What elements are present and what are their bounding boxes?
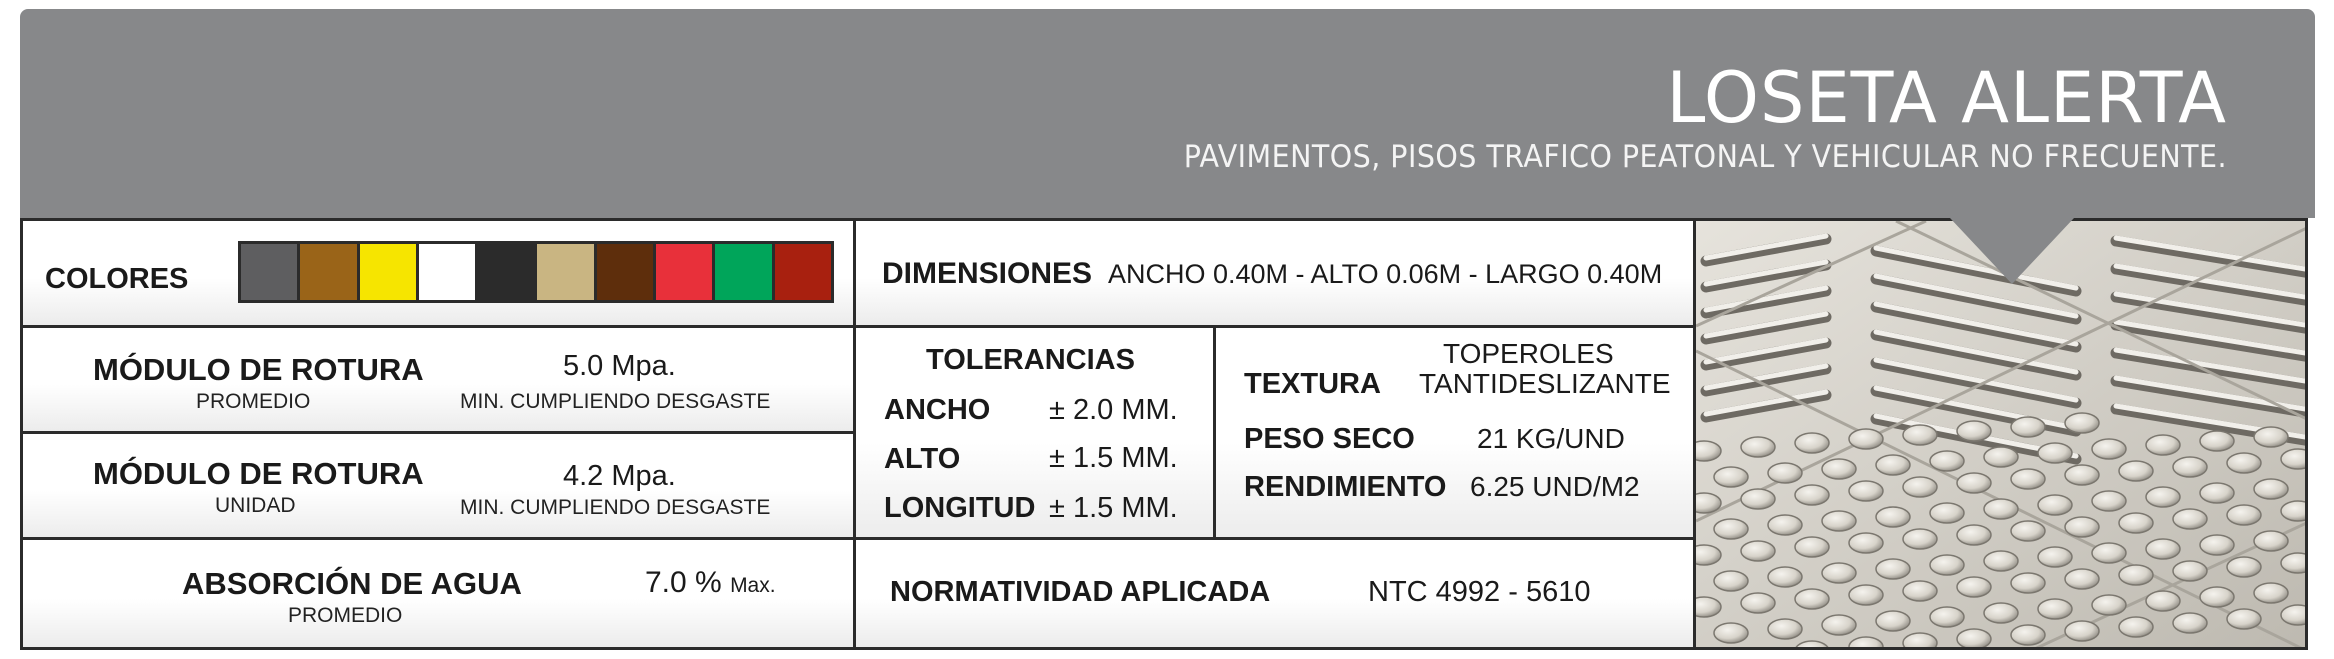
tile-dome [1930,607,1964,627]
header-banner [20,9,2315,218]
tile-dome [2092,439,2126,459]
tile-dome [1696,597,1721,617]
color-swatches [238,241,834,303]
tile-dome [2254,583,2288,603]
tile-dome [2065,413,2099,433]
color-swatch [241,244,297,300]
product-title: LOSETA ALERTA [1666,57,2227,139]
tile-dome [2038,443,2072,463]
texture-value-line1: TOPEROLES [1443,338,1614,369]
color-swatch [478,244,534,300]
tile-dome [1957,421,1991,441]
tile-dome [1957,525,1991,545]
tile-dome [2173,561,2207,581]
color-swatch [775,244,831,300]
tile-dome [2065,569,2099,589]
tile-dome [1876,611,1910,631]
tile-dome [1930,555,1964,575]
dry-weight-value: 21 KG/UND [1477,423,1625,454]
tile-dome [2173,509,2207,529]
banner-pointer [1950,218,2074,284]
color-swatch [360,244,416,300]
tile-dome [2254,427,2288,447]
modulus-unit-cell [20,431,856,540]
tile-dome [2065,517,2099,537]
tolerances-cell [853,325,1236,540]
tile-dome [2281,449,2308,469]
tile-dome [2146,591,2180,611]
tile-dome [2092,491,2126,511]
tile-dome [1849,533,1883,553]
tolerance-value-length: ± 1.5 MM. [1049,492,1178,524]
tile-dome [1876,455,1910,475]
tile-photo-illustration [1696,221,2308,650]
tile-dome [2173,457,2207,477]
tile-dome [1768,515,1802,535]
color-swatch [656,244,712,300]
tile-dome [1930,451,1964,471]
tile-dome [1696,441,1721,461]
tile-dome [1768,567,1802,587]
modulus-average-value: 5.0 Mpa. [563,350,676,382]
tile-dome [1741,489,1775,509]
modulus-unit-label: MÓDULO DE ROTURA [93,456,424,491]
tile-dome [1903,425,1937,445]
yield-label: RENDIMIENTO [1244,471,1447,503]
tile-dome [2281,605,2308,625]
tile-dome [2119,565,2153,585]
absorption-value-suffix: Max. [730,574,776,597]
tile-dome [2092,595,2126,615]
tile-dome [1741,437,1775,457]
absorption-value-number: 7.0 % [645,566,722,599]
tolerance-label-width: ANCHO [884,394,991,426]
tile-dome [1903,633,1937,650]
tile-dome [2119,461,2153,481]
tile-dome [1714,519,1748,539]
color-swatch [419,244,475,300]
modulus-average-note: MIN. CUMPLIENDO DESGASTE [460,390,771,413]
tile-dome [1984,551,2018,571]
tile-dome [1741,541,1775,561]
tile-dome [2227,557,2261,577]
tolerance-value-width: ± 2.0 MM. [1049,394,1178,426]
tile-dome [2065,621,2099,641]
tile-dome [2011,469,2045,489]
tolerances-title: TOLERANCIAS [926,344,1135,376]
tile-dome [1822,563,1856,583]
tile-dome [2146,487,2180,507]
product-subtitle: PAVIMENTOS, PISOS TRAFICO PEATONAL Y VEHICULAR NO FRECUENTE. [1183,139,2227,175]
tile-dome [2200,535,2234,555]
modulus-unit-note: MIN. CUMPLIENDO DESGASTE [460,496,771,519]
tile-dome [2281,553,2308,573]
tile-dome [1984,447,2018,467]
absorption-sublabel: PROMEDIO [288,604,403,627]
tile-dome [1957,473,1991,493]
standards-label: NORMATIVIDAD APLICADA [890,576,1271,608]
modulus-unit-sublabel: UNIDAD [215,494,296,517]
tile-dome [1795,537,1829,557]
absorption-cell [20,537,856,650]
tile-dome [1903,477,1937,497]
color-swatch [715,244,771,300]
color-swatch [537,244,593,300]
tile-dome [1984,499,2018,519]
tile-dome [1795,589,1829,609]
tile-dome [2227,453,2261,473]
dimensions-cell [853,218,1716,328]
modulus-average-cell [20,325,856,434]
standards-cell [853,537,1716,650]
dry-weight-label: PESO SECO [1244,423,1415,455]
dimensions-label: DIMENSIONES [882,257,1093,290]
tile-dome [1822,459,1856,479]
colors-label: COLORES [45,263,189,295]
tile-dome [1849,481,1883,501]
tile-dome [2119,513,2153,533]
tile-dome [1957,577,1991,597]
tile-dome [1768,619,1802,639]
tile-dome [2092,543,2126,563]
tile-dome [2227,505,2261,525]
modulus-average-sublabel: PROMEDIO [196,390,311,413]
tolerance-value-height: ± 1.5 MM. [1049,442,1178,474]
tile-dome [2254,531,2288,551]
tolerance-label-height: ALTO [884,443,961,475]
tile-dome [2011,417,2045,437]
tile-dome [2281,501,2308,521]
standards-value: NTC 4992 - 5610 [1368,576,1591,608]
tile-dome [2200,431,2234,451]
absorption-value [645,566,776,600]
tile-dome [1903,529,1937,549]
tile-dome [1822,615,1856,635]
tile-dome [1822,511,1856,531]
tile-dome [1957,629,1991,649]
color-swatch [597,244,653,300]
tile-dome [1795,485,1829,505]
tile-dome [2038,495,2072,515]
tile-dome [2011,573,2045,593]
tile-dome [2173,613,2207,633]
tile-dome [1714,571,1748,591]
tile-dome [2119,617,2153,637]
tile-dome [1876,559,1910,579]
yield-value: 6.25 UND/M2 [1470,471,1640,502]
specs-cell [1213,325,1716,540]
tile-dome [1696,545,1721,565]
tile-dome [1876,507,1910,527]
tile-dome [2254,479,2288,499]
tile-dome [1795,433,1829,453]
tile-dome [2065,465,2099,485]
tile-dome [2011,625,2045,645]
tile-dome [1741,593,1775,613]
tile-dome [1696,493,1721,513]
tile-dome [1903,581,1937,601]
tile-dome [1768,463,1802,483]
modulus-average-label: MÓDULO DE ROTURA [93,352,424,387]
tile-dome [2200,587,2234,607]
texture-value-line2: TANTIDESLIZANTE [1419,368,1671,399]
tile-dome [1849,429,1883,449]
tile-dome [2146,539,2180,559]
tile-dome [2227,609,2261,629]
tile-dome [1714,467,1748,487]
dimensions-value: ANCHO 0.40M - ALTO 0.06M - LARGO 0.40M [1108,259,1663,289]
tile-dome [1714,623,1748,643]
tile-dome [2038,599,2072,619]
tile-dome [2146,435,2180,455]
colors-cell [20,218,856,328]
tile-dome [2038,547,2072,567]
tolerance-label-length: LONGITUD [884,492,1036,524]
texture-label: TEXTURA [1244,368,1381,400]
tile-dome [1930,503,1964,523]
tile-dome [2200,483,2234,503]
tile-dome [1849,585,1883,605]
absorption-label: ABSORCIÓN DE AGUA [182,566,522,601]
modulus-unit-value: 4.2 Mpa. [563,460,676,492]
color-swatch [300,244,356,300]
tile-dome [2011,521,2045,541]
tile-dome [1984,603,2018,623]
